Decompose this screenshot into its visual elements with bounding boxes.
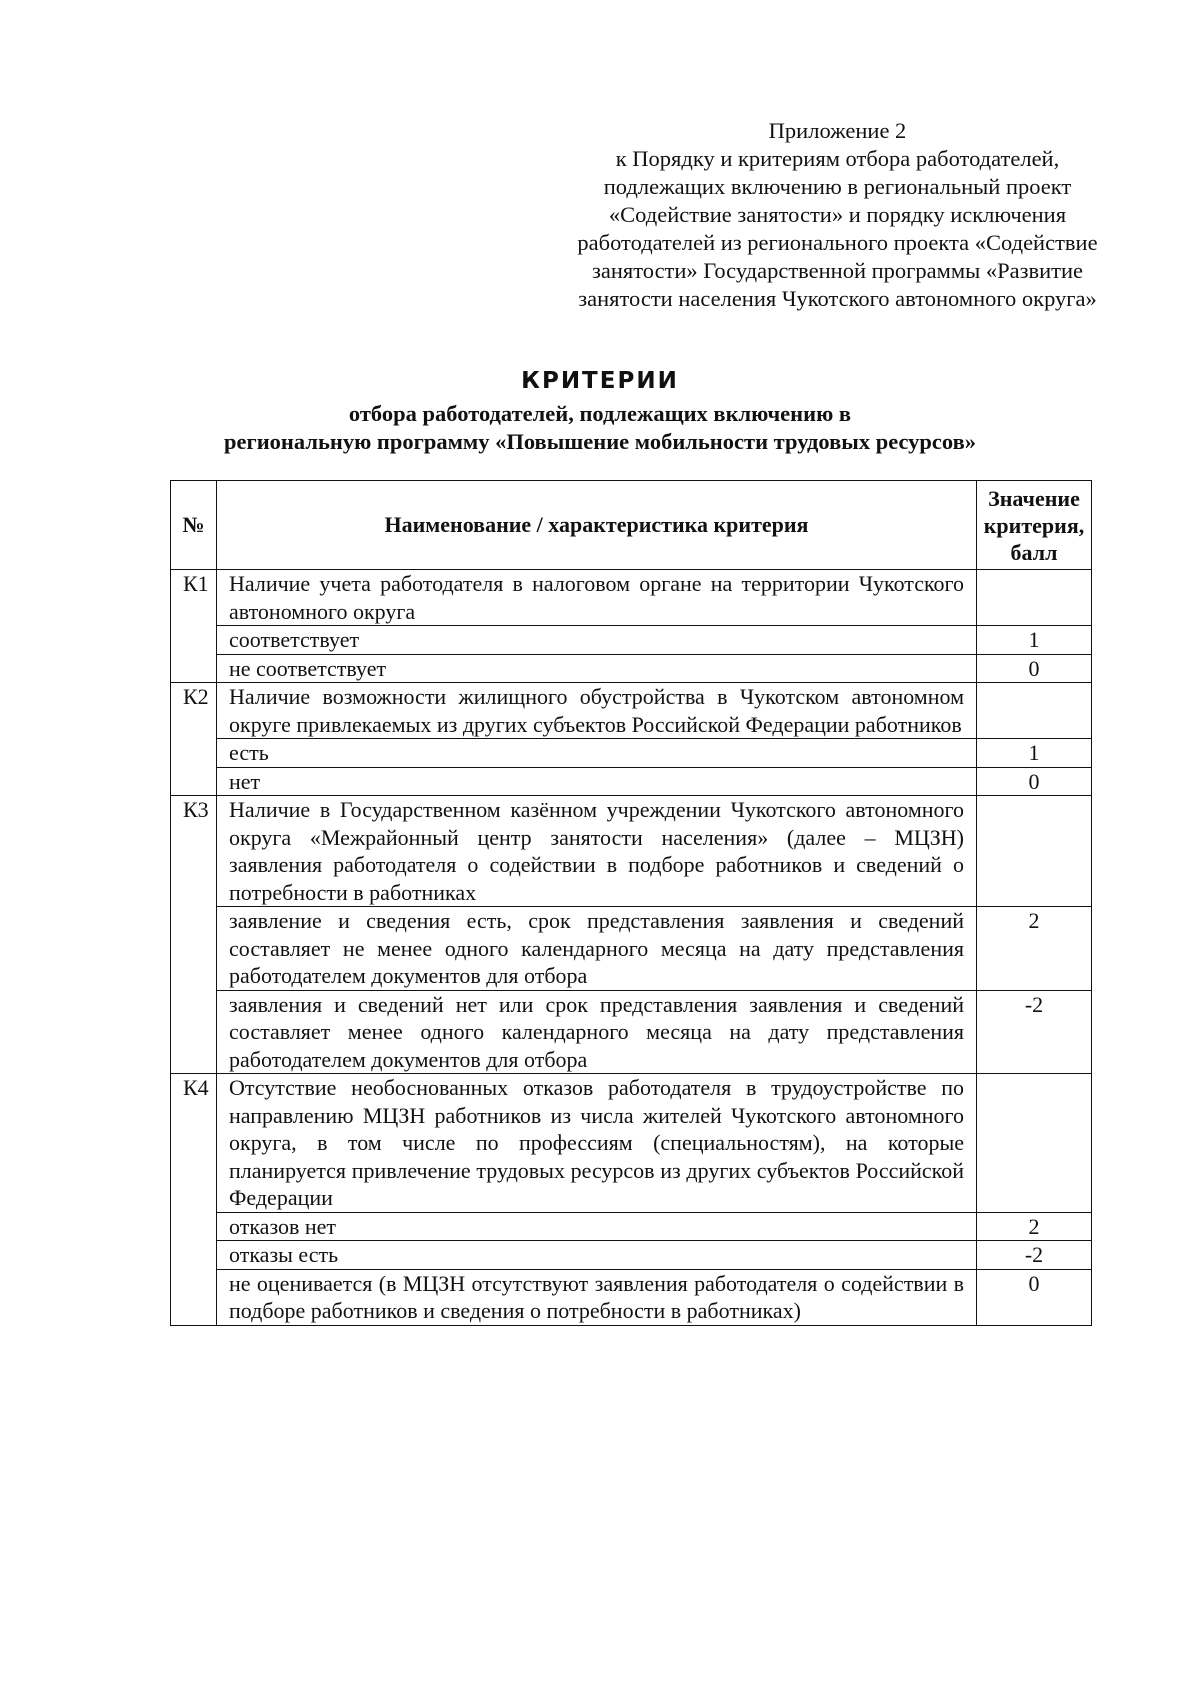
header-value-line: балл — [1010, 539, 1058, 565]
appendix-line: Приложение 2 — [768, 118, 907, 143]
criterion-row — [171, 570, 1092, 626]
option-score: 1 — [977, 739, 1092, 768]
criterion-row — [171, 796, 1092, 907]
appendix-line: «Содействие занятости» и порядку исключения — [608, 202, 1067, 227]
criterion-name: Наличие в Государственном казённом учреждении Чукотского автономного округа «Межрайонный центр занятости населения» (далее – МЦЗН) заявления работодателя о содействии в подборе работников и сведений о потребности в работниках — [217, 796, 977, 907]
option-score: -2 — [977, 990, 1092, 1074]
criteria-table — [170, 480, 1092, 1326]
criterion-name: Отсутствие необоснованных отказов работодателя в трудоустройстве по направлению МЦЗН работников из числа жителей Чукотского автономного округа, в том числе по профессиям (специальностям), на которые планируется привлечение трудовых ресурсов из других субъектов Российской Федерации — [217, 1074, 977, 1213]
header-value-line: Значение — [988, 485, 1080, 511]
document-title: КРИТЕРИИ — [521, 368, 679, 394]
option-text: заявление и сведения есть, срок представления заявления и сведений составляет не менее одного календарного месяца на дату представления работодателем документов для отбора — [217, 907, 977, 991]
option-score: 0 — [977, 654, 1092, 683]
appendix-line: подлежащих включению в региональный проект — [603, 174, 1072, 199]
option-score: 2 — [977, 1212, 1092, 1241]
table-header-row — [171, 481, 1092, 570]
option-text: отказы есть — [217, 1241, 977, 1270]
option-row — [171, 990, 1092, 1074]
option-score: 0 — [977, 767, 1092, 796]
criterion-code: К4 — [171, 1074, 217, 1326]
header-number: № — [171, 481, 217, 570]
option-text: нет — [217, 767, 977, 796]
option-score: 2 — [977, 907, 1092, 991]
option-score: 0 — [977, 1269, 1092, 1325]
appendix-line: занятости» Государственной программы «Развитие — [591, 258, 1084, 283]
criterion-value-empty — [977, 1074, 1092, 1213]
subtitle-line: региональную программу «Повышение мобильности трудовых ресурсов» — [223, 429, 976, 454]
option-text: не оценивается (в МЦЗН отсутствуют заявления работодателя о содействии в подборе работников и сведения о потребности в работниках) — [217, 1269, 977, 1325]
option-row — [171, 739, 1092, 768]
option-row — [171, 626, 1092, 655]
option-text: заявления и сведений нет или срок представления заявления и сведений составляет менее одного календарного месяца на дату представления работодателем документов для отбора — [217, 990, 977, 1074]
criterion-code: К2 — [171, 683, 217, 796]
option-score: 1 — [977, 626, 1092, 655]
criterion-value-empty — [977, 570, 1092, 626]
option-row — [171, 1241, 1092, 1270]
option-row — [171, 1212, 1092, 1241]
option-text: есть — [217, 739, 977, 768]
header-name: Наименование / характеристика критерия — [217, 481, 977, 570]
appendix-header — [550, 117, 1125, 313]
document-subtitle — [0, 400, 1200, 456]
appendix-line: к Порядку и критериям отбора работодателей, — [615, 146, 1060, 171]
criterion-row — [171, 1074, 1092, 1213]
criterion-name: Наличие учета работодателя в налоговом органе на территории Чукотского автономного округа — [217, 570, 977, 626]
option-row — [171, 654, 1092, 683]
option-text: отказов нет — [217, 1212, 977, 1241]
option-score: -2 — [977, 1241, 1092, 1270]
option-text: соответствует — [217, 626, 977, 655]
criterion-code: К3 — [171, 796, 217, 1074]
criterion-row — [171, 683, 1092, 739]
criterion-code: К1 — [171, 570, 217, 683]
option-text: не соответствует — [217, 654, 977, 683]
criterion-name: Наличие возможности жилищного обустройства в Чукотском автономном округе привлекаемых из других субъектов Российской Федерации работников — [217, 683, 977, 739]
criterion-value-empty — [977, 796, 1092, 907]
subtitle-line: отбора работодателей, подлежащих включению в — [348, 401, 852, 426]
option-row — [171, 767, 1092, 796]
option-row — [171, 907, 1092, 991]
option-row — [171, 1269, 1092, 1325]
appendix-line: работодателей из регионального проекта «Содействие — [577, 230, 1098, 255]
header-value-line: критерия, — [983, 512, 1085, 538]
criterion-value-empty — [977, 683, 1092, 739]
header-value — [977, 481, 1092, 570]
appendix-line: занятости населения Чукотского автономного округа» — [578, 286, 1097, 311]
